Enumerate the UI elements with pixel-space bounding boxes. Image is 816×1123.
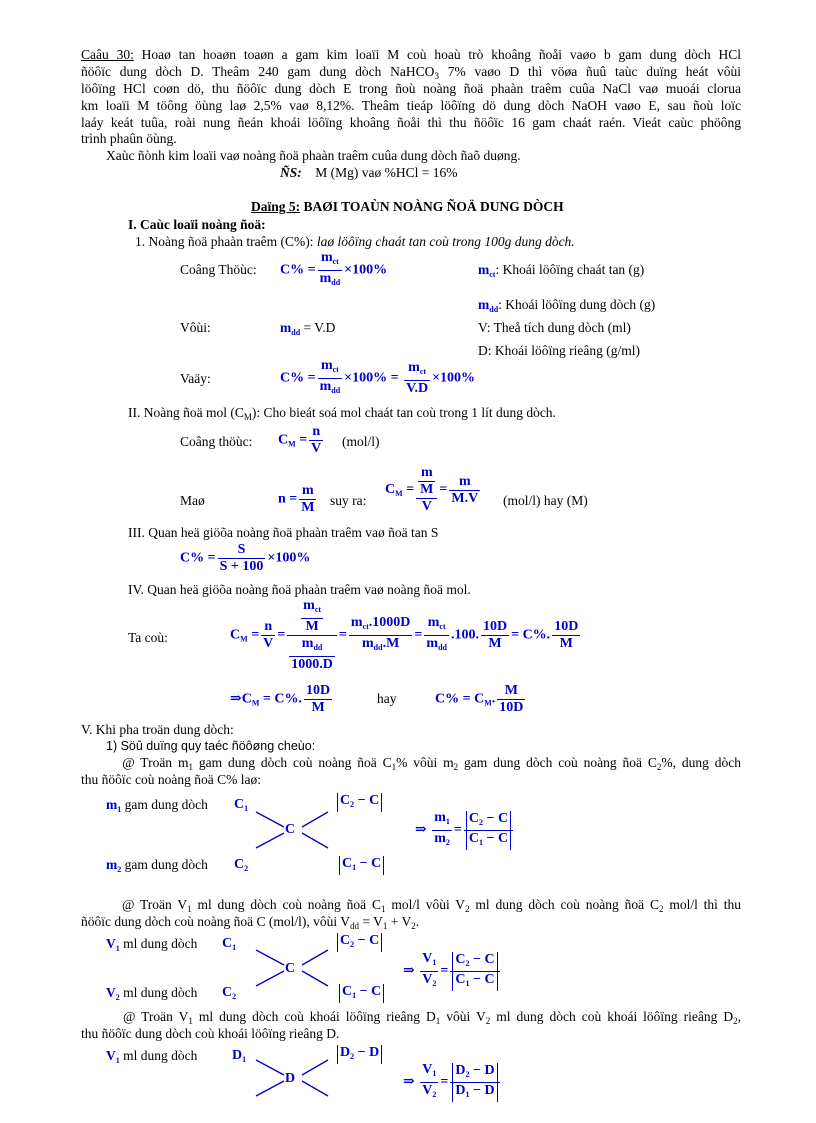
problem-line-4: km loaïi M töông öùng laø 2,5% vaø 8,12%. Theâm tieáp löôïng dö dung dòch NaOH vaøo E, sau ñoù loïc <box>81 98 741 113</box>
formula-cm: $C_M$ = $\frac{n}{V}$ <box>278 424 322 456</box>
c1-minus-c: $C_1 - C$ <box>339 856 384 875</box>
v1-label: $V_1$ ml dung dòch <box>106 936 198 953</box>
problem-text-2a: ñöôïc dung dòch D. Theâm 240 gam dung dòch NaHCO <box>81 64 435 79</box>
suy-ra: suy ra: <box>330 493 367 508</box>
formula-label: Coâng Thöùc: <box>180 262 257 277</box>
formula-c-percent-result: $C\% = C_M$. $\frac{M}{10D}$ <box>435 683 524 715</box>
case2-d: ml dung dòch coù noàng ñoä C <box>469 897 659 912</box>
d-center-node: D <box>285 1071 296 1086</box>
ratio-v1-v2-density: ⇒ $\frac{V_1}{V_2}$ = $\frac{D_2 - D}{D_1 - D}$ <box>403 1062 502 1103</box>
c1-node: $C_1$ <box>234 797 249 813</box>
case3-c: vôùi V <box>440 1009 486 1024</box>
formula-mdd: $m_{dd} = V.D$ <box>280 320 336 337</box>
case1-line-2: thu ñöôïc coù noàng ñoä C% laø: <box>81 772 261 787</box>
case2-line2-d: + V <box>387 914 412 929</box>
formula-solubility: C% = $\frac{S}{S + 100}$ ×100% <box>180 542 311 574</box>
case3-a: @ Troän V <box>122 1009 189 1024</box>
problem-label: Caâu 30: <box>81 47 134 62</box>
ma-label: Maø <box>180 493 205 508</box>
v-definition: V: Theå tích dung dòch (ml) <box>478 320 631 335</box>
ratio-v1-v2: ⇒ $\frac{V_1}{V_2}$ = $\frac{C_2 - C}{C_1 - C}$ <box>403 951 502 992</box>
part4-heading: IV. Quan heä giöõa noàng ñoä phaàn traêm vaø noàng ñoä mol. <box>128 582 471 597</box>
voi-label: Vôùi: <box>180 320 211 335</box>
c1-node-2: $C_1$ <box>222 936 237 952</box>
mdd-definition: $m_{dd}$: Khoái löôïng dung dòch (g) <box>478 297 656 314</box>
v2-text: ml dung dòch <box>119 985 198 1000</box>
problem-line-7: Xaùc ñònh kim loaïi vaø noàng ñoä phaàn traêm cuûa dung dòch ñaõ duøng. <box>106 148 521 163</box>
case1-c: % vôùi m <box>396 755 454 770</box>
cm-unit-2: (mol/l) hay (M) <box>503 493 588 508</box>
case2-line-1: @ Troän $V_1$ ml dung dòch coù noàng ñoä $C_1$ mol/l vôùi $V_2$ ml dung dòch coù noàng ñoä $C_2$ mol/l thì thu <box>121 897 742 914</box>
part3-heading: III. Quan heä giöõa noàng ñoä phaàn traêm vaø ñoä tan S <box>128 525 439 540</box>
case1-line-1: @ Troän $m_1$ gam dung dòch coù noàng ñoä $C_1\%$ vôùi $m_2$ gam dung dòch coù noàng ñoä $C_2\%$, dung dòch <box>122 755 741 772</box>
case3-line-1: @ Troän $V_1$ ml dung dòch coù khoái löôïng rieâng $D_1$ vôùi $V_2$ ml dung dòch coù khoái löôïng rieâng $D_2$, <box>122 1009 742 1026</box>
ta-co-label: Ta coù: <box>128 630 168 645</box>
case3-b: ml dung dòch coù khoái löôïng rieâng D <box>192 1009 436 1024</box>
part5-heading: V. Khi pha troän dung dòch: <box>81 722 234 737</box>
vay-label: Vaäy: <box>180 371 211 386</box>
part2-formula-label: Coâng thöùc: <box>180 434 253 449</box>
formula-n: n = $\frac{m}{M}$ <box>278 483 315 515</box>
d2-minus-d: $D_2 - D$ <box>337 1045 382 1064</box>
case2-a: @ Troän V <box>121 897 188 912</box>
section-title-text: BAØI TOAÙN NOÀNG ÑOÄ DUNG DÒCH <box>300 199 564 214</box>
v1-text: ml dung dòch <box>119 936 198 951</box>
item1-definition: laø löôïng chaát tan coù trong 100g dung dòch. <box>316 234 575 249</box>
formula-cm-conversion: $C_M$ = $\frac{n}{V}$ = $m_{ct}$ M $m_{dd}$ 1000.D = $m_{ct}.1000D$ $m_{dd}.M$ = $m_{ct}$ $m_{dd}$ .100. $\frac{10D}{M}$ = C%. $\frac{10D}{M}$ <box>230 598 579 672</box>
problem-line-6: trình phaûn öùng. <box>81 131 177 146</box>
m1-text: gam dung dòch <box>121 797 208 812</box>
d1-node: $D_1$ <box>232 1048 247 1064</box>
part1-heading <box>128 217 266 233</box>
case3-e: , <box>737 1009 742 1024</box>
c2-node: $C_2$ <box>234 857 249 873</box>
v1-label-2: $V_1$ ml dung dòch <box>106 1048 198 1065</box>
cross-lines-2 <box>250 948 340 994</box>
m2-label: $m_2$ gam dung dòch <box>106 857 208 874</box>
formula-cm-expanded: $C_M$ = $\frac{\frac{m}{M}}{V}$ = $\frac{m}{M.V}$ <box>385 465 479 514</box>
formula-cm-result: $\Rightarrow C_M = C\%$. $\frac{10D}{M}$ <box>230 683 331 715</box>
case3-d: ml dung dòch coù khoái löôïng rieâng D <box>490 1009 734 1024</box>
part5-sub1: 1) Söû duïng quy taéc ñöôøng cheùo: <box>106 739 316 753</box>
c-center-node: C <box>285 822 296 837</box>
d-definition: D: Khoái löôïng rieâng (g/ml) <box>478 343 640 358</box>
mct-desc: : Khoái löôïng chaát tan (g) <box>495 262 645 277</box>
problem-line-3: löôïng HCl coøn dö, thu ñöôïc dung dòch E trong ñoù noàng ñoä phaàn traêm cuûa NaCl vaø muoái clorua <box>81 81 741 96</box>
case2-c: mol/l vôùi V <box>385 897 466 912</box>
section-label: Daïng 5: <box>251 199 301 214</box>
case2-e: mol/l thì thu <box>663 897 742 912</box>
case1-e: %, dung dòch <box>661 755 741 770</box>
formula-c-percent-vd: C% = $m_{ct}$ $m_{dd}$ ×100% = $m_{ct}$ V.D ×100% <box>280 358 476 396</box>
case2-line2-c: = V <box>358 914 383 929</box>
mct-definition: $m_{ct}$: Khoái löôïng chaát tan (g) <box>478 262 645 279</box>
answer-text: M (Mg) vaø %HCl = 16% <box>315 165 458 180</box>
m2-text: gam dung dòch <box>121 857 208 872</box>
item1-label: 1. Noàng ñoä phaàn traêm (C%): <box>135 234 317 249</box>
m1-label: $m_1$ gam dung dòch <box>106 797 208 814</box>
cross-lines-1 <box>250 810 340 856</box>
case2-b: ml dung dòch coù noàng ñoä C <box>191 897 381 912</box>
problem-text-1: Hoaø tan hoaøn toaøn a gam kim loaïi M coù hoaù trò khoâng ñoåi vaøo b gam dung dòch HCl <box>141 47 741 62</box>
answer-line <box>280 165 458 181</box>
ratio-m1-m2: ⇒ $\frac{m_1}{m_2}$ = $\frac{C_2 - C}{C_1 - C}$ <box>415 810 515 851</box>
c2-node-2: $C_2$ <box>222 985 237 1001</box>
case1-a: @ Troän m <box>122 755 189 770</box>
part2-heading-a: II. Noàng ñoä mol (C <box>128 405 244 420</box>
c2-minus-c: $C_2 - C$ <box>337 793 382 812</box>
mdd-desc: : Khoái löôïng dung dòch (g) <box>498 297 656 312</box>
case1-d: gam dung dòch coù noàng ñoä C <box>458 755 657 770</box>
part2-heading-b: ): Cho bieát soá mol chaát tan coù trong 1 lít dung dòch. <box>251 405 556 420</box>
c1-minus-c-2: $C_1 - C$ <box>339 984 384 1003</box>
case2-line-2: ñöôïc dung dòch coù noàng ñoä C (mol/l), vôùi $V_{dd} = V_1 + V_2$. <box>81 914 420 931</box>
part1-heading-text: I. Caùc loaïi noàng ñoä: <box>128 217 266 232</box>
v1-text-2: ml dung dòch <box>119 1048 198 1063</box>
hay-label: hay <box>377 691 397 706</box>
formula-c-percent: C% = $m_{ct}$ $m_{dd}$ ×100% <box>280 250 388 287</box>
c2-minus-c-2: $C_2 - C$ <box>337 933 382 952</box>
problem-line-5: laáy keát tuûa, roài nung ñeán khoái löôïng khoâng ñoåi thì thu ñöôïc 16 gam chaát raén. Vieát caùc phöông <box>81 115 741 130</box>
case1-b: gam dung dòch coù noàng ñoä C <box>192 755 392 770</box>
problem-text-2c: 7% vaøo D thì vöøa ñuû taùc duïng heát vôùi <box>438 64 742 79</box>
c-center-node-2: C <box>285 961 296 976</box>
answer-label: ÑS: <box>280 165 302 180</box>
problem-sub: 3 <box>434 71 439 81</box>
cross-lines-3 <box>250 1058 340 1104</box>
part2-heading: II. Noàng ñoä mol $(C_M)$: Cho bieát soá mol chaát tan coù trong 1 lít dung dòch. <box>128 405 556 422</box>
cm-unit: (mol/l) <box>342 434 380 449</box>
case2-line2-a: ñöôïc dung dòch coù noàng ñoä C (mol/l), vôùi V <box>81 914 350 929</box>
case3-line-2: thu ñöôïc dung dòch coù khoái löôïng rieâng D. <box>81 1026 340 1041</box>
part1-item1 <box>135 234 575 250</box>
v2-label: $V_2$ ml dung dòch <box>106 985 198 1002</box>
case2-line2-sub: dd <box>349 921 359 931</box>
section-title <box>251 199 564 215</box>
